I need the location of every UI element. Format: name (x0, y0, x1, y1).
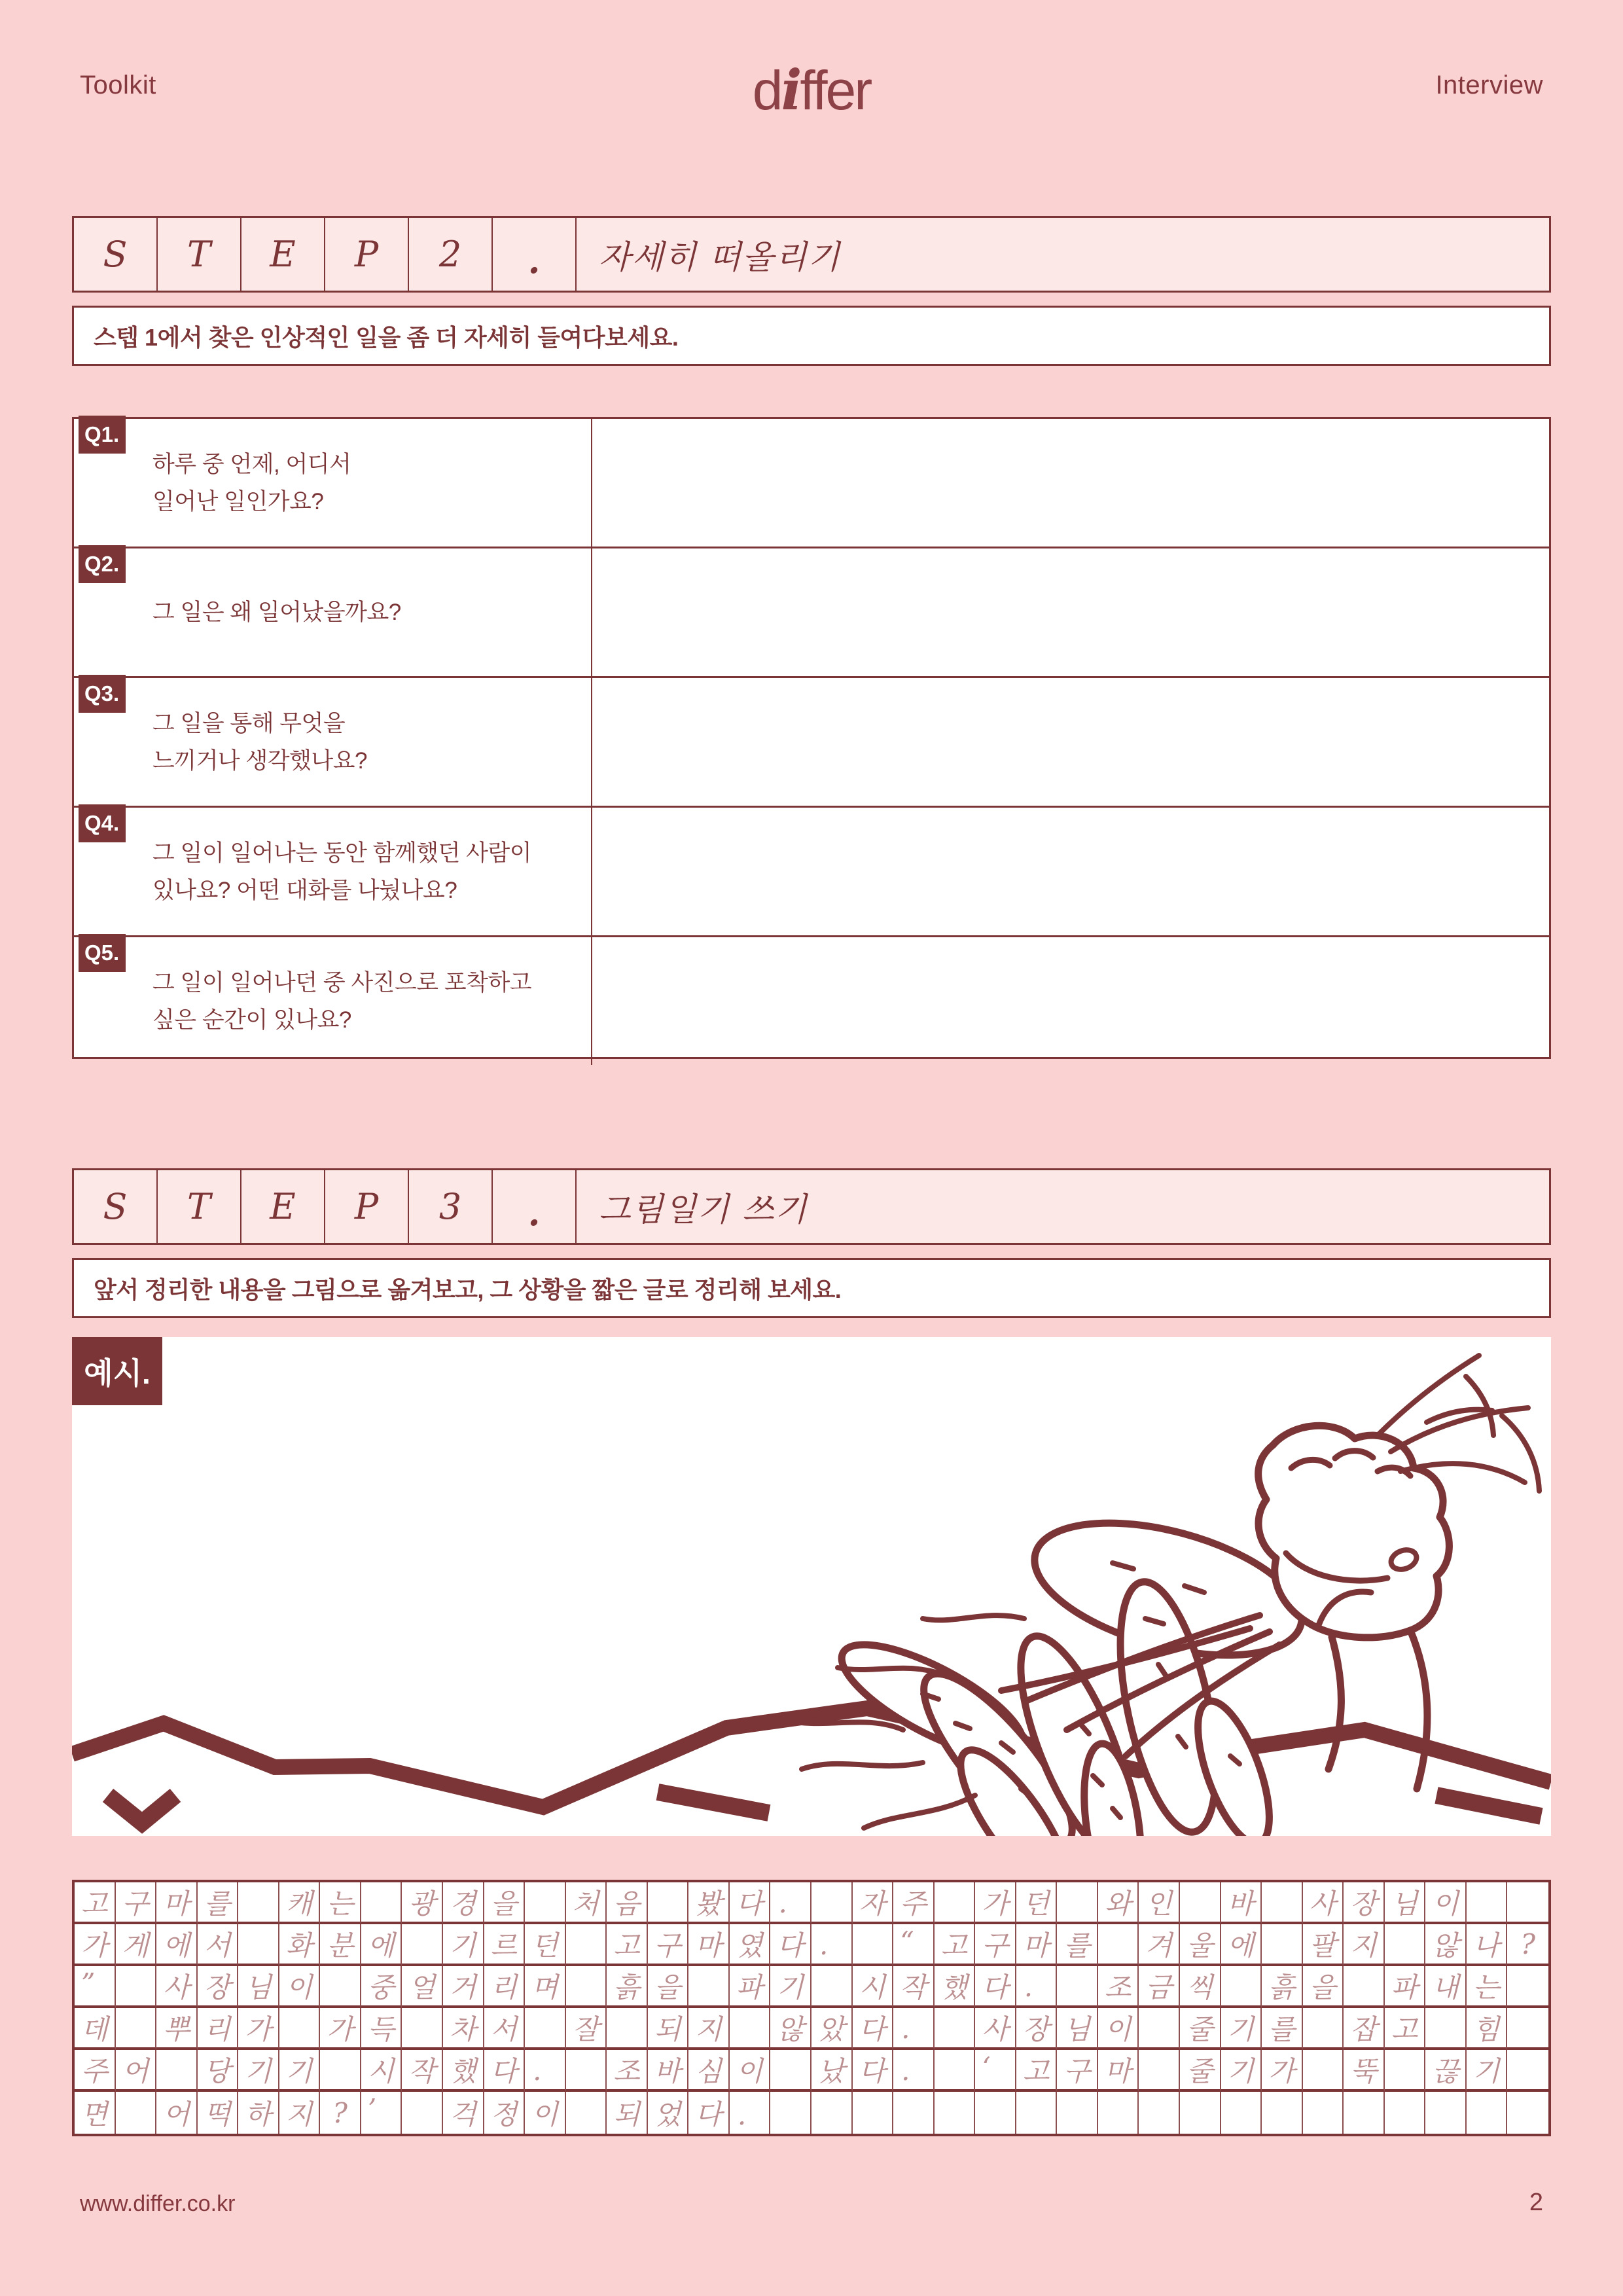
grid-cell: 씩 (1180, 1966, 1221, 2008)
grid-cell (402, 1924, 443, 1966)
grid-cell: 는 (1467, 1966, 1508, 2008)
step2-instruction-text: 스텝 1에서 찾은 인상적인 일을 좀 더 자세히 들여다보세요. (94, 323, 679, 351)
grid-cell: ’ (361, 2092, 402, 2134)
grid-cell (1262, 2092, 1303, 2134)
grid-cell: 사 (1303, 1882, 1344, 1924)
grid-cell: 고 (1016, 2050, 1058, 2092)
question-row-2 (74, 548, 1549, 678)
grid-cell (1139, 2092, 1180, 2134)
grid-cell: . (770, 1882, 812, 1924)
grid-cell: 르 (484, 1924, 526, 1966)
grid-cell: ? (1507, 1924, 1548, 1966)
grid-cell: 걱 (443, 2092, 484, 2134)
grid-cell (1467, 1882, 1508, 1924)
question-text-5: 그 일이 일어나던 중 사진으로 포착하고 싶은 순간이 있나요? (152, 969, 532, 1033)
grid-cell: 음 (607, 1882, 648, 1924)
grid-cell: 어 (156, 2092, 198, 2134)
grid-cell: 마 (156, 1882, 198, 1924)
grid-cell: 가 (75, 1924, 116, 1966)
grid-cell: 리 (484, 1966, 526, 2008)
grid-cell: 울 (1180, 1924, 1221, 1966)
ground-dash-left (658, 1792, 769, 1813)
grid-cell: 서 (198, 1924, 239, 1966)
grid-cell: 던 (1016, 1882, 1058, 1924)
grid-cell: 마 (1098, 2050, 1139, 2092)
grid-cell: 정 (484, 2092, 526, 2134)
question-text-2: 그 일은 왜 일어났을까요? (152, 600, 401, 625)
grid-cell: 는 (320, 1882, 361, 1924)
grid-cell: 나 (1467, 1924, 1508, 1966)
grid-cell: 않 (770, 2008, 812, 2050)
grid-cell: 힘 (1467, 2008, 1508, 2050)
grid-cell (1057, 1966, 1098, 2008)
grid-cell: 가 (320, 2008, 361, 2050)
grid-cell (935, 2092, 976, 2134)
grid-cell: 떡 (198, 2092, 239, 2134)
grid-cell: 를 (198, 1882, 239, 1924)
grid-cell: 않 (1425, 1924, 1467, 1966)
grid-cell (525, 1882, 566, 1924)
grid-cell: 다 (484, 2050, 526, 2092)
grid-cell (1425, 2092, 1467, 2134)
grid-cell (935, 2008, 976, 2050)
grid-cell (566, 1966, 607, 2008)
grid-cell (1139, 2008, 1180, 2050)
grid-cell: 다 (770, 1924, 812, 1966)
grid-cell (975, 2092, 1016, 2134)
grid-cell: 을 (484, 1882, 526, 1924)
grid-cell: 다 (730, 1882, 771, 1924)
grid-cell (1057, 2092, 1098, 2134)
grid-cell: 구 (1057, 2050, 1098, 2092)
grid-cell: 처 (566, 1882, 607, 1924)
grid-cell: 서 (484, 2008, 526, 2050)
step-letter-cell: T (158, 1170, 241, 1243)
grid-cell: 파 (1385, 1966, 1426, 2008)
grid-cell: 지 (1344, 1924, 1385, 1966)
grid-cell (1425, 2008, 1467, 2050)
grid-cell: 가 (1262, 2050, 1303, 2092)
grid-cell: 잘 (566, 2008, 607, 2050)
grid-cell: 가 (238, 2008, 279, 2050)
grid-cell: 마 (688, 1924, 730, 1966)
grid-cell (1303, 2008, 1344, 2050)
differ-logo: differ (752, 58, 871, 122)
grid-cell: 내 (1425, 1966, 1467, 2008)
grid-cell (402, 2092, 443, 2134)
ground-dash-right (1436, 1795, 1541, 1816)
grid-cell: 얼 (402, 1966, 443, 2008)
question-row-5 (74, 937, 1549, 1065)
grid-cell: 뿌 (156, 2008, 198, 2050)
grid-cell (1180, 2092, 1221, 2134)
grid-cell (566, 2092, 607, 2134)
grid-cell: “ (893, 1924, 935, 1966)
grid-cell: 당 (198, 2050, 239, 2092)
grid-cell: 자 (853, 1882, 894, 1924)
grid-cell (893, 2092, 935, 2134)
grid-cell: 장 (1344, 1882, 1385, 1924)
grid-cell: 기 (1221, 2050, 1262, 2092)
grid-cell: 에 (156, 1924, 198, 1966)
question-row-3 (74, 678, 1549, 808)
grid-cell (1385, 2092, 1426, 2134)
grid-cell (935, 2050, 976, 2092)
grid-cell: 사 (156, 1966, 198, 2008)
grid-cell (320, 2050, 361, 2092)
step2-band (72, 216, 1551, 293)
grid-cell: 조 (1098, 1966, 1139, 2008)
grid-cell: 차 (443, 2008, 484, 2050)
step-letter-cell: T (158, 218, 241, 291)
grid-cell: 주 (893, 1882, 935, 1924)
question-badge-2: Q2. (79, 545, 126, 583)
question-row-1 (74, 419, 1549, 548)
grid-cell (1344, 1966, 1385, 2008)
grid-cell: 데 (75, 2008, 116, 2050)
grid-cell: 시 (361, 2050, 402, 2092)
grid-cell: 기 (279, 2050, 321, 2092)
grid-cell: 고 (1385, 2008, 1426, 2050)
grid-cell: 주 (75, 2050, 116, 2092)
question-badge-5: Q5. (79, 934, 126, 972)
grid-cell: 이 (1098, 2008, 1139, 2050)
grid-cell: 했 (443, 2050, 484, 2092)
grid-cell: 와 (1098, 1882, 1139, 1924)
answer-area-1 (591, 419, 1549, 547)
grid-cell: ? (320, 2092, 361, 2134)
step-dot-cell: . (493, 1170, 577, 1243)
grid-cell (1098, 1924, 1139, 1966)
grid-cell: 광 (402, 1882, 443, 1924)
question-text-4: 그 일이 일어나는 동안 함께했던 사람이 있나요? 어떤 대화를 나눴나요? (152, 840, 532, 903)
grid-cell: 을 (1303, 1966, 1344, 2008)
grid-cell: 줄 (1180, 2050, 1221, 2092)
step-letter-cell: S (74, 1170, 158, 1243)
grid-cell: 고 (607, 1924, 648, 1966)
grid-cell: 금 (1139, 1966, 1180, 2008)
doc-type-label: Toolkit (80, 71, 156, 99)
grid-cell: 지 (688, 2008, 730, 2050)
grid-cell: 기 (1467, 2050, 1508, 2092)
grid-cell: 님 (238, 1966, 279, 2008)
grid-cell (1262, 1924, 1303, 1966)
grid-cell (1098, 2092, 1139, 2134)
grid-cell: 경 (443, 1882, 484, 1924)
step-letter-cell: P (325, 1170, 409, 1243)
grid-cell: 구 (116, 1882, 157, 1924)
grid-cell: 가 (975, 1882, 1016, 1924)
example-badge: 예시. (72, 1337, 162, 1405)
footer-page-number: 2 (1529, 2189, 1543, 2216)
manuscript-grid (72, 1880, 1551, 2136)
footer-url: www.differ.co.kr (80, 2191, 236, 2216)
grid-cell: 기 (1221, 2008, 1262, 2050)
grid-cell: 났 (812, 2050, 853, 2092)
grid-cell: 흙 (1262, 1966, 1303, 2008)
step2-title: 자세히 떠올리기 (599, 238, 841, 276)
grid-cell (1385, 2050, 1426, 2092)
grid-cell: 하 (238, 2092, 279, 2134)
grid-cell: 캐 (279, 1882, 321, 1924)
grid-cell: 지 (279, 2092, 321, 2134)
grid-cell: 작 (402, 2050, 443, 2092)
step-letter-cell: S (74, 218, 158, 291)
grid-cell: 며 (525, 1966, 566, 2008)
grid-cell: 득 (361, 2008, 402, 2050)
grid-cell: 던 (525, 1924, 566, 1966)
step-number-cell: 2 (409, 218, 493, 291)
grid-cell (1139, 2050, 1180, 2092)
grid-cell: 인 (1139, 1882, 1180, 1924)
grid-cell: 장 (1016, 2008, 1058, 2050)
grid-cell: 면 (75, 2092, 116, 2134)
grid-cell: 기 (238, 2050, 279, 2092)
grid-cell: 이 (730, 2050, 771, 2092)
grid-cell: 구 (975, 1924, 1016, 1966)
grid-cell (1303, 2050, 1344, 2092)
grid-cell (361, 1882, 402, 1924)
question-table (72, 417, 1551, 1059)
grid-cell: 님 (1385, 1882, 1426, 1924)
step-number-cell: 3 (409, 1170, 493, 1243)
grid-cell (1262, 1882, 1303, 1924)
grid-cell: 잡 (1344, 2008, 1385, 2050)
grid-cell: 팔 (1303, 1924, 1344, 1966)
grid-cell (1467, 2092, 1508, 2134)
step-letter-cell: P (325, 218, 409, 291)
grid-cell (1221, 2092, 1262, 2134)
grid-cell: 를 (1262, 2008, 1303, 2050)
grid-cell: 다 (853, 2050, 894, 2092)
grid-cell: 다 (688, 2092, 730, 2134)
grid-cell: 를 (1057, 1924, 1098, 1966)
grid-cell: 었 (648, 2092, 689, 2134)
grid-cell (1344, 2092, 1385, 2134)
grid-cell (1507, 2050, 1548, 2092)
grid-cell: 에 (361, 1924, 402, 1966)
grid-cell: 중 (361, 1966, 402, 2008)
grid-cell: . (730, 2092, 771, 2134)
grid-cell: 다 (975, 1966, 1016, 2008)
grid-cell (402, 2008, 443, 2050)
sweet-potato-illustration (72, 1337, 1551, 1836)
step3-instruction-text: 앞서 정리한 내용을 그림으로 옮겨보고, 그 상황을 짧은 글로 정리해 보세요. (94, 1276, 842, 1303)
grid-cell (812, 2092, 853, 2134)
grid-cell: 이 (1425, 1882, 1467, 1924)
grid-cell: 기 (770, 1966, 812, 2008)
grid-cell: 조 (607, 2050, 648, 2092)
grid-cell: 작 (893, 1966, 935, 2008)
grid-cell (1303, 2092, 1344, 2134)
grid-cell: 겨 (1139, 1924, 1180, 1966)
grid-cell (1016, 2092, 1058, 2134)
grid-cell (812, 1882, 853, 1924)
grid-cell: 였 (730, 1924, 771, 1966)
grid-cell: 파 (730, 1966, 771, 2008)
grid-cell: 장 (198, 1966, 239, 2008)
grid-cell (238, 1882, 279, 1924)
grid-cell (812, 1966, 853, 2008)
grid-cell: . (893, 2008, 935, 2050)
grid-cell: 게 (116, 1924, 157, 1966)
question-badge-4: Q4. (79, 804, 126, 842)
ground-dash-chevron (108, 1795, 175, 1823)
grid-cell: 마 (1016, 1924, 1058, 1966)
grid-cell: 았 (812, 2008, 853, 2050)
grid-cell (156, 2050, 198, 2092)
question-text-3: 그 일을 통해 무엇을 느끼거나 생각했나요? (152, 710, 367, 774)
grid-cell: 어 (116, 2050, 157, 2092)
grid-cell: 되 (607, 2092, 648, 2134)
step3-band (72, 1168, 1551, 1245)
answer-area-3 (591, 678, 1549, 806)
grid-cell: . (525, 2050, 566, 2092)
grid-cell (525, 2008, 566, 2050)
stem-roots (1378, 1355, 1539, 1491)
grid-cell: ‘ (975, 2050, 1016, 2092)
answer-area-2 (591, 548, 1549, 676)
grid-cell (1507, 2092, 1548, 2134)
grid-cell (1385, 1924, 1426, 1966)
question-badge-3: Q3. (79, 675, 126, 713)
grid-cell (770, 2050, 812, 2092)
grid-cell: 에 (1221, 1924, 1262, 1966)
grid-cell: 사 (975, 2008, 1016, 2050)
grid-cell: 기 (443, 1924, 484, 1966)
grid-cell: 고 (75, 1882, 116, 1924)
grid-cell: 리 (198, 2008, 239, 2050)
answer-area-4 (591, 808, 1549, 935)
grid-cell: 님 (1057, 2008, 1098, 2050)
grid-cell: 바 (648, 2050, 689, 2092)
grid-cell (607, 2008, 648, 2050)
grid-cell (566, 1924, 607, 1966)
grid-cell: 되 (648, 2008, 689, 2050)
grid-cell: 고 (935, 1924, 976, 1966)
grid-cell (1507, 1882, 1548, 1924)
grid-cell: 구 (648, 1924, 689, 1966)
grid-cell: 이 (279, 1966, 321, 2008)
grid-cell (116, 1966, 157, 2008)
question-badge-1: Q1. (79, 416, 126, 454)
grid-cell: 을 (648, 1966, 689, 2008)
grid-cell (935, 1882, 976, 1924)
grid-cell: ” (75, 1966, 116, 2008)
example-box (72, 1337, 1551, 1836)
grid-cell (1221, 1966, 1262, 2008)
grid-cell (279, 2008, 321, 2050)
grid-cell (770, 2092, 812, 2134)
grid-cell: 뚝 (1344, 2050, 1385, 2092)
grid-cell (648, 1882, 689, 1924)
grid-cell: 봤 (688, 1882, 730, 1924)
step-letter-cell: E (241, 1170, 325, 1243)
grid-cell: 화 (279, 1924, 321, 1966)
grid-cell: 이 (525, 2092, 566, 2134)
grid-cell: 시 (853, 1966, 894, 2008)
grid-cell (238, 1924, 279, 1966)
grid-cell (116, 2008, 157, 2050)
grid-cell (1507, 1966, 1548, 2008)
grid-cell: . (812, 1924, 853, 1966)
grid-cell: . (1016, 1966, 1058, 2008)
grid-cell (688, 1966, 730, 2008)
grid-cell (1057, 1882, 1098, 1924)
doc-category-label: Interview (1435, 71, 1543, 99)
question-row-4 (74, 808, 1549, 937)
step2-instruction (72, 306, 1551, 366)
grid-cell (566, 2050, 607, 2092)
grid-cell: 심 (688, 2050, 730, 2092)
grid-cell (853, 2092, 894, 2134)
grid-cell (116, 2092, 157, 2134)
grid-cell: 분 (320, 1924, 361, 1966)
question-text-1: 하루 중 언제, 어디서 일어난 일인가요? (152, 451, 351, 514)
step3-title: 그림일기 쓰기 (599, 1190, 808, 1229)
grid-cell (1180, 1882, 1221, 1924)
grid-cell (320, 1966, 361, 2008)
answer-area-5 (591, 937, 1549, 1065)
grid-cell (853, 1924, 894, 1966)
grid-cell (730, 2008, 771, 2050)
grid-cell: 거 (443, 1966, 484, 2008)
grid-cell (1507, 2008, 1548, 2050)
step-letter-cell: E (241, 218, 325, 291)
grid-cell: . (893, 2050, 935, 2092)
grid-cell: 다 (853, 2008, 894, 2050)
grid-cell: 끊 (1425, 2050, 1467, 2092)
grid-cell: 했 (935, 1966, 976, 2008)
step3-instruction (72, 1258, 1551, 1318)
grid-cell: 줄 (1180, 2008, 1221, 2050)
step-dot-cell: . (493, 218, 577, 291)
grid-cell: 흙 (607, 1966, 648, 2008)
grid-cell: 바 (1221, 1882, 1262, 1924)
